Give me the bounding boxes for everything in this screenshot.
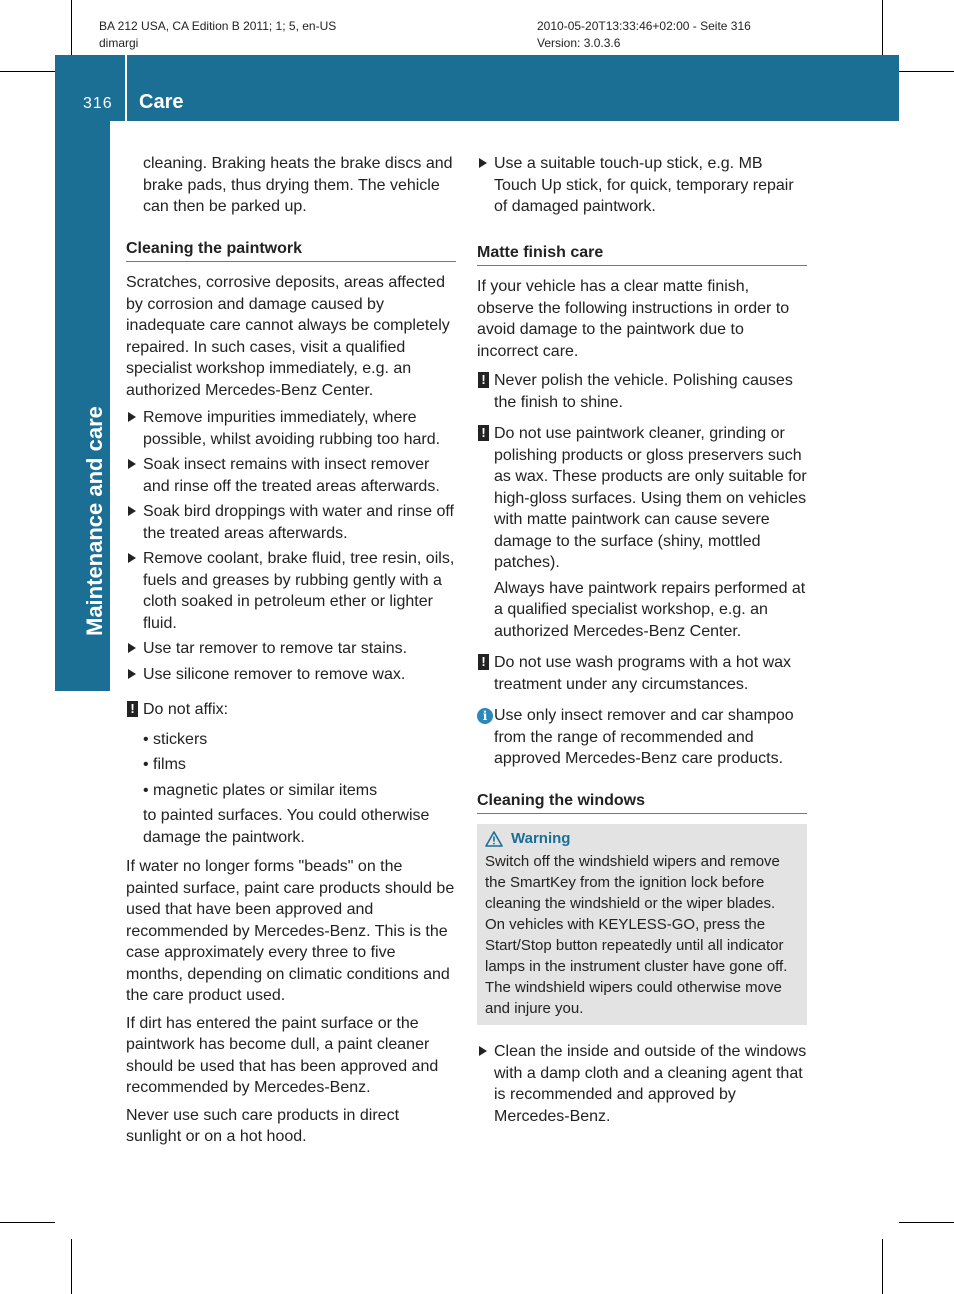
meta-version: Version: 3.0.3.6 [537,36,621,50]
paragraph: Never use such care products in direct sunlight or on a hot hood. [126,1106,400,1145]
page-header [55,55,899,121]
caution-note: ! Do not affix: [126,699,456,721]
list-item: • films [143,756,186,773]
step-item: Use a suitable touch-up stick, e.g. MB Touch Up stick, for quick, temporary repair of damaged paintwork. [477,153,807,218]
paragraph: If dirt has entered the paint surface or the paintwork has become dull, a paint cleaner should be used that has been approved and recommended by Mercedes-Benz. [126,1014,439,1096]
exclamation-icon: ! [478,425,489,441]
heading-cleaning-windows: Cleaning the windows [477,790,807,815]
heading-matte-finish: Matte finish care [477,242,807,267]
warning-box [477,824,807,1025]
crop-mark [899,71,954,72]
arrow-icon [128,459,136,469]
step-item: Soak bird droppings with water and rinse off the treated areas afterwards. [126,501,456,544]
step-item: Remove coolant, brake fluid, tree resin, oils, fuels and greases by rubbing gently with a cloth soaked in petroleum ether or lighter fluid. [126,548,456,634]
matte-paragraph: If your vehicle has a clear matte finish, observe the following instructions in order to avoid damage to the paintwork due to incorrect care. [477,278,790,360]
crop-mark [0,71,55,72]
exclamation-icon: ! [127,701,138,717]
left-column [126,153,456,1154]
paintwork-paragraph: Scratches, corrosive deposits, areas affected by corrosion and damage caused by inadequate care cannot always be completely repaired. In such cases, visit a qualified specialist workshop immediately, e.g. an authorized Mercedes-Benz Center. [126,274,450,399]
list-item: • stickers [143,730,208,748]
arrow-icon [128,669,136,679]
arrow-icon [128,412,136,422]
crop-mark [71,0,72,55]
arrow-icon [128,553,136,563]
exclamation-icon: ! [478,372,489,388]
caution-note: ! Do not use wash programs with a hot wax treatment under any circumstances. [477,652,807,695]
info-note: i Use only insect remover and car shampoo from the range of recommended and approved Mercedes-Benz care products. [477,705,807,770]
paragraph: If water no longer forms "beads" on the painted surface, paint care products should be used that have been approved and recommended by Mercedes-Benz. This is the case approximately every three to five months, depending on climatic conditions and the care product used. [126,858,455,1004]
heading-cleaning-paintwork: Cleaning the paintwork [126,238,456,263]
warning-triangle-icon [485,831,503,847]
crop-mark [882,1239,883,1294]
warning-title: Warning [511,830,571,847]
step-item: Clean the inside and outside of the windows with a damp cloth and a cleaning agent that is recommended and approved by Mercedes-Benz. [477,1041,807,1127]
print-meta-left [99,18,336,52]
intro-paragraph: cleaning. Braking heats the brake discs and brake pads, thus drying them. The vehicle can then be parked up. [143,155,453,215]
warning-text: Switch off the windshield wipers and remove the SmartKey from the ignition lock before cleaning the windshield or the wiper blades. On vehicles with KEYLESS-GO, press the Start/Stop button repeatedly until all indicator lamps in the instrument cluster have gone off. The windshield wipers could otherwise move and injure you. [485,853,788,1017]
step-item: Remove impurities immediately, where possible, whilst avoiding rubbing too hard. [126,407,456,450]
page-number: 316 [83,95,113,112]
right-column [477,153,807,1131]
meta-edition: BA 212 USA, CA Edition B 2011; 1; 5, en-US [99,19,337,33]
step-item: Use tar remover to remove tar stains. [126,638,456,660]
arrow-icon [128,643,136,653]
arrow-icon [479,158,487,168]
chapter-title: Maintenance and care [82,406,107,636]
list-item: • magnetic plates or similar items [143,781,378,799]
crop-mark [899,1222,954,1223]
step-item: Use silicone remover to remove wax. [126,664,456,686]
section-title: Care [139,91,184,113]
arrow-icon [128,506,136,516]
step-item: Soak insect remains with insect remover and rinse off the treated areas afterwards. [126,454,456,497]
crop-mark [71,1239,72,1294]
warning-header [485,828,799,849]
crop-mark [0,1222,55,1223]
meta-author: dimargi [99,36,139,50]
exclamation-icon: ! [478,654,489,670]
caution-note: ! Never polish the vehicle. Polishing causes the finish to shine. [477,370,807,413]
caution-note: ! Do not use paintwork cleaner, grinding or polishing products or gloss preservers such as wax. These products are only suitable for high-gloss surfaces. Using them on vehicles with matte paintwork can cause severe damage to the surface (shiny, mottled patches). Always have paintwork repairs performed at a qualified specialist workshop, e.g. an authorized Mercedes-Benz Center. [477,423,807,642]
info-icon: i [477,708,493,724]
affix-tail: to painted surfaces. You could otherwise damage the paintwork. [143,807,430,846]
print-meta-right [537,18,751,52]
meta-timestamp: 2010-05-20T13:33:46+02:00 - Seite 316 [537,19,751,33]
crop-mark [882,0,883,55]
arrow-icon [479,1046,487,1056]
header-divider [125,55,127,121]
